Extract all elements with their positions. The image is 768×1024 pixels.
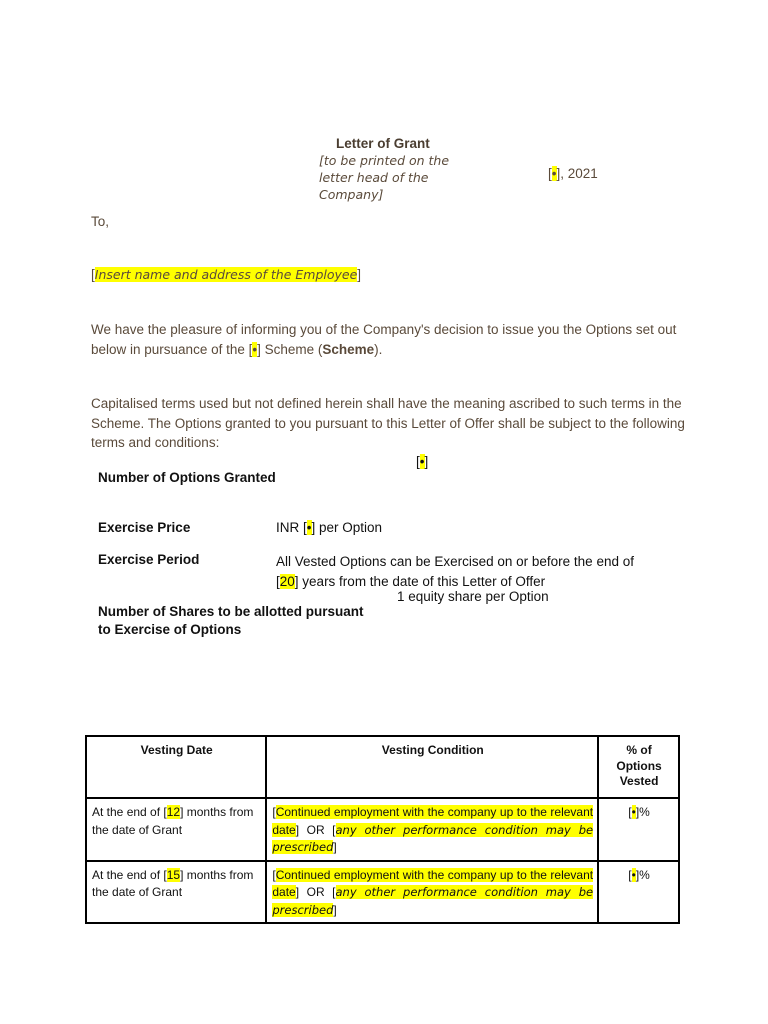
- cond-mid: ] OR [: [295, 822, 336, 837]
- period-years: 20: [279, 573, 295, 589]
- options-placeholder: •: [419, 454, 425, 469]
- price-pre: INR [: [276, 520, 307, 535]
- vesting-months: 12: [166, 805, 181, 819]
- date-placeholder: •: [551, 166, 557, 181]
- header-vesting-condition: Vesting Condition: [266, 736, 598, 798]
- addressee-close: ]: [357, 267, 362, 282]
- vesting-table: [85, 735, 680, 924]
- letterhead-note: [319, 152, 469, 203]
- header-vesting-date: Vesting Date: [86, 736, 266, 798]
- date-close: ], 2021: [556, 166, 598, 181]
- exercise-period-label: Exercise Period: [98, 552, 200, 567]
- shares-value: 1 equity share per Option: [397, 589, 549, 604]
- header-pct-line3: Vested: [619, 774, 659, 788]
- shares-label: [98, 603, 364, 639]
- letterhead-note-close: ]: [378, 187, 384, 202]
- exercise-price-label: Exercise Price: [98, 520, 191, 535]
- salutation: To,: [91, 214, 110, 229]
- addressee-placeholder: [91, 266, 361, 283]
- header-pct-vested: [598, 736, 679, 798]
- addressee-text: Insert name and address of the Employee: [94, 267, 358, 282]
- cond-mid: ] OR [: [295, 885, 336, 899]
- vesting-date-cell: [86, 861, 266, 924]
- pct-close: ]%: [635, 867, 650, 882]
- table-row: [86, 798, 679, 861]
- letterhead-note-text: to be printed on the letter head of the Company: [319, 153, 450, 202]
- cond-italic: any other performance condition may be prescribed: [272, 885, 594, 917]
- options-open: [: [416, 454, 420, 469]
- header-pct-line1: % of: [626, 743, 652, 757]
- cond-text: Continued employment with the company up to the relevant date: [272, 805, 594, 837]
- date-post: ] months from the date of Grant: [92, 805, 254, 837]
- cond-close: ]: [333, 902, 337, 917]
- table-row: [86, 861, 679, 924]
- pct-close: ]%: [635, 805, 650, 819]
- shares-label-line1: Number of Shares to be allotted pursuant: [98, 604, 364, 619]
- intro-scheme-bold: Scheme: [322, 341, 375, 357]
- vesting-months: 15: [166, 867, 181, 882]
- pct-open: [: [628, 805, 632, 819]
- cond-open: [: [272, 867, 276, 882]
- intro-part2: ] Scheme (: [257, 341, 323, 357]
- price-post: ] per Option: [311, 520, 383, 535]
- exercise-period-value: [276, 552, 634, 591]
- exercise-price-value: [276, 520, 382, 535]
- letter-date: [548, 166, 598, 181]
- pct-placeholder: •: [631, 805, 636, 819]
- period-line1: All Vested Options can be Exercised on or before the end of: [276, 554, 634, 569]
- letter-title: Letter of Grant: [336, 136, 430, 151]
- intro-part3: ).: [374, 341, 383, 357]
- terms-paragraph: Capitalised terms used but not defined herein shall have the meaning ascribed to such terms in the Scheme. The Options granted to you pursuant to this Letter of Offer shall be subject to the following terms and conditions:: [91, 396, 685, 450]
- pct-open: [: [628, 867, 632, 882]
- vesting-condition-cell: [266, 798, 598, 861]
- options-close: ]: [424, 454, 429, 469]
- intro-part1: We have the pleasure of informing you of the Company's decision to issue you the Options set out below in pursuance of the [: [91, 322, 677, 357]
- addressee-open: [: [91, 267, 95, 282]
- header-pct-line2: Options: [616, 758, 662, 773]
- pct-vested-cell: [598, 798, 679, 861]
- date-open: [: [548, 166, 552, 181]
- intro-scheme-placeholder: •: [252, 341, 258, 357]
- shares-label-line2: to Exercise of Options: [98, 622, 242, 637]
- pct-placeholder: •: [631, 867, 636, 882]
- period-line2: ] years from the date of this Letter of Offer: [294, 573, 546, 589]
- intro-paragraph: [91, 320, 691, 359]
- options-granted-value: [416, 454, 428, 469]
- date-pre: At the end of [: [92, 805, 167, 819]
- options-granted-label: Number of Options Granted: [98, 470, 276, 485]
- date-pre: At the end of [: [92, 867, 167, 882]
- vesting-condition-cell: [266, 861, 598, 924]
- date-post: ] months from the date of Grant: [92, 867, 254, 899]
- cond-open: [: [272, 805, 276, 819]
- period-open: [: [276, 573, 280, 589]
- vesting-date-cell: [86, 798, 266, 861]
- cond-text: Continued employment with the company up to the relevant date: [272, 867, 594, 899]
- letterhead-note-open: [: [319, 153, 324, 168]
- price-placeholder: •: [306, 520, 312, 535]
- cond-italic: any other performance condition may be prescribed: [272, 822, 594, 854]
- pct-vested-cell: [598, 861, 679, 924]
- cond-close: ]: [333, 840, 337, 854]
- vesting-table-header-row: [86, 736, 679, 798]
